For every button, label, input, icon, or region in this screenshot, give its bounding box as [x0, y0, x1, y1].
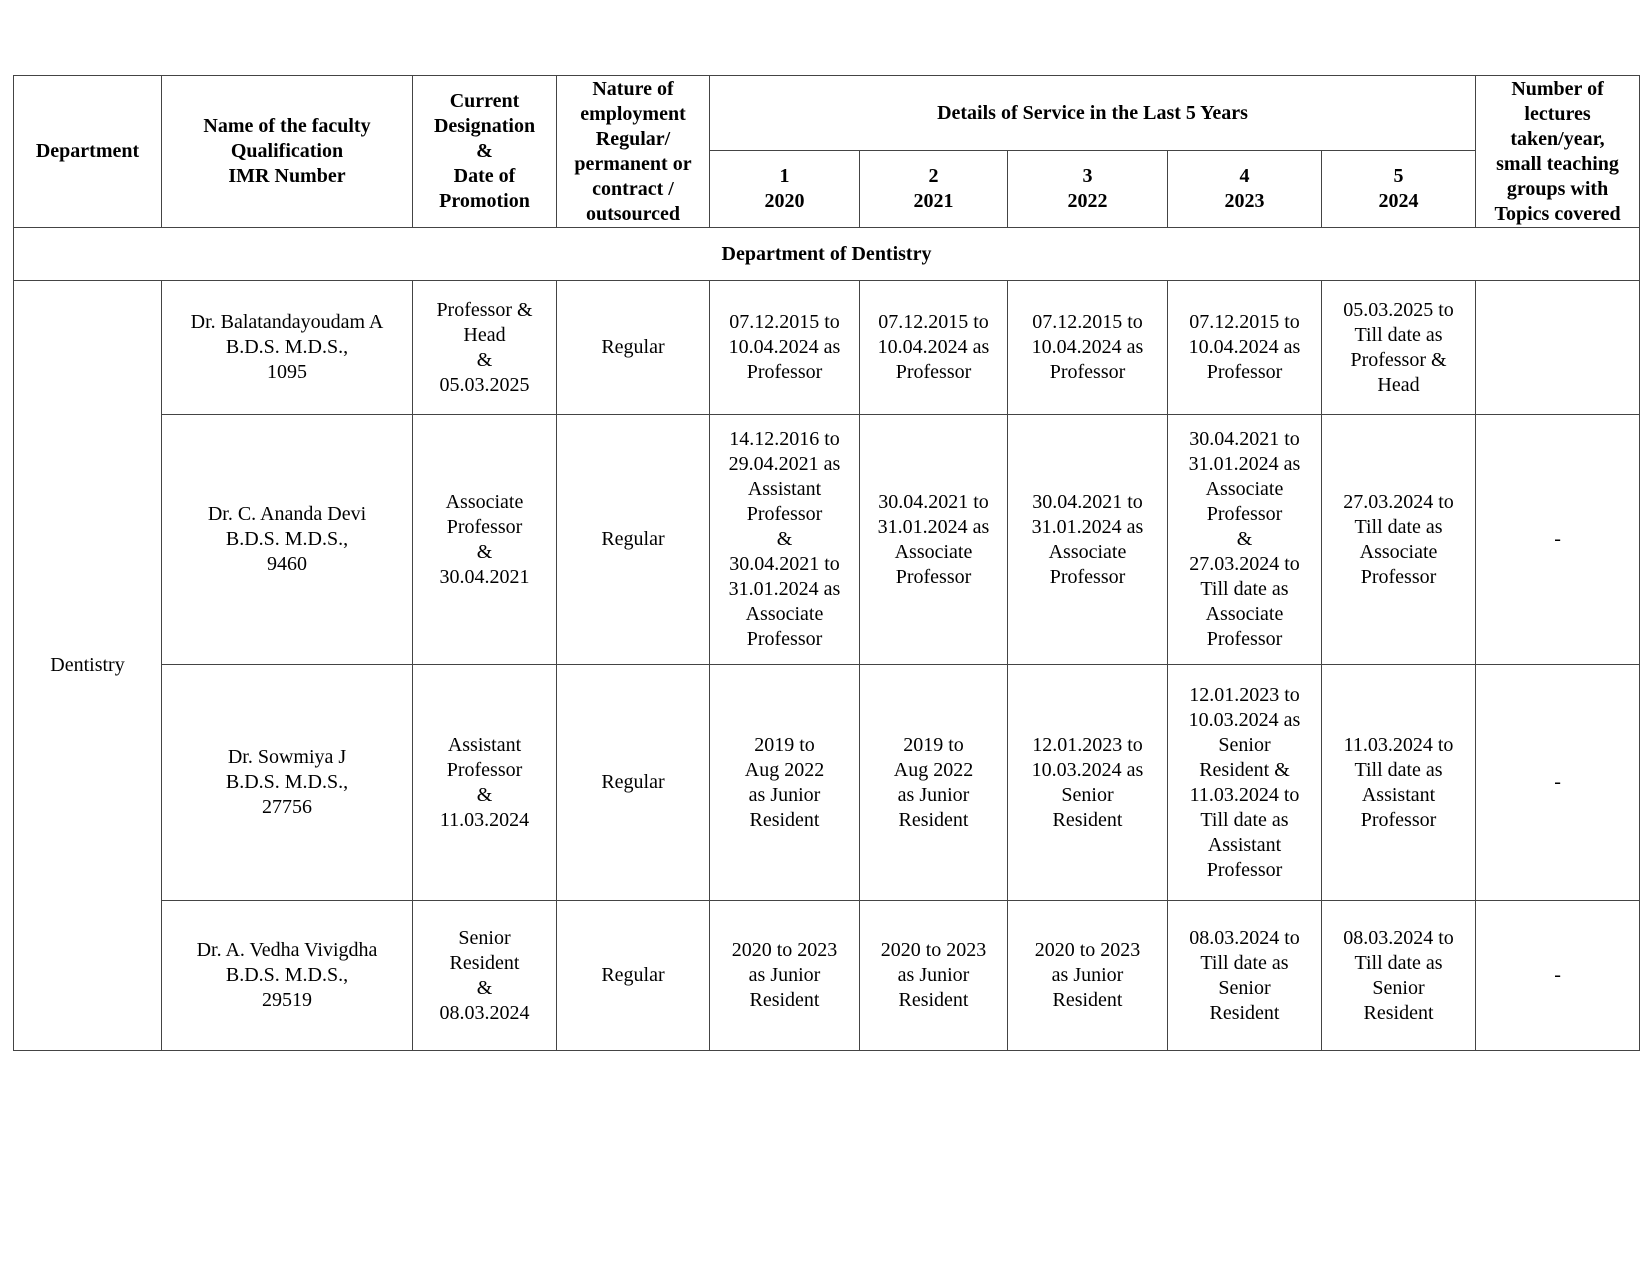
lectures-cell: - — [1476, 665, 1640, 901]
lectures-cell: - — [1476, 901, 1640, 1051]
designation-cell: Assistant Professor & 11.03.2024 — [413, 665, 557, 901]
service-2024-cell: 27.03.2024 to Till date as Associate Professor — [1322, 415, 1476, 665]
service-2020-cell: 2019 to Aug 2022 as Junior Resident — [710, 665, 860, 901]
faculty-name: Dr. Sowmiya J B.D.S. M.D.S., 27756 — [162, 665, 413, 901]
header-service-details: Details of Service in the Last 5 Years — [710, 76, 1476, 151]
service-2020-cell: 2020 to 2023 as Junior Resident — [710, 901, 860, 1051]
service-2021-cell: 2020 to 2023 as Junior Resident — [860, 901, 1008, 1051]
service-2022-cell: 30.04.2021 to 31.01.2024 as Associate Professor — [1008, 415, 1168, 665]
service-2022-cell: 2020 to 2023 as Junior Resident — [1008, 901, 1168, 1051]
service-2023-cell: 08.03.2024 to Till date as Senior Resident — [1168, 901, 1322, 1051]
header-year-3: 3 2022 — [1008, 151, 1168, 228]
header-year-2: 2 2021 — [860, 151, 1008, 228]
designation-cell: Senior Resident & 08.03.2024 — [413, 901, 557, 1051]
header-year-5: 5 2024 — [1322, 151, 1476, 228]
faculty-name: Dr. C. Ananda Devi B.D.S. M.D.S., 9460 — [162, 415, 413, 665]
faculty-name: Dr. Balatandayoudam A B.D.S. M.D.S., 1095 — [162, 281, 413, 415]
designation-cell: Associate Professor & 30.04.2021 — [413, 415, 557, 665]
employment-nature-cell: Regular — [557, 281, 710, 415]
service-2020-cell: 07.12.2015 to 10.04.2024 as Professor — [710, 281, 860, 415]
table-row — [14, 281, 1640, 415]
header-department: Department — [14, 76, 162, 228]
designation-cell: Professor & Head & 05.03.2025 — [413, 281, 557, 415]
service-2024-cell: 05.03.2025 to Till date as Professor & Head — [1322, 281, 1476, 415]
faculty-name: Dr. A. Vedha Vivigdha B.D.S. M.D.S., 29519 — [162, 901, 413, 1051]
header-lectures: Number of lectures taken/year, small teaching groups with Topics covered — [1476, 76, 1640, 228]
service-2023-cell: 07.12.2015 to 10.04.2024 as Professor — [1168, 281, 1322, 415]
service-2023-cell: 30.04.2021 to 31.01.2024 as Associate Professor & 27.03.2024 to Till date as Associate Professor — [1168, 415, 1322, 665]
header-employment-nature: Nature of employment Regular/ permanent or contract / outsourced — [557, 76, 710, 228]
department-cell: Dentistry — [14, 281, 162, 1051]
table-row — [14, 415, 1640, 665]
header-faculty-name: Name of the faculty Qualification IMR Number — [162, 76, 413, 228]
table-row — [14, 665, 1640, 901]
service-2024-cell: 11.03.2024 to Till date as Assistant Professor — [1322, 665, 1476, 901]
service-2021-cell: 07.12.2015 to 10.04.2024 as Professor — [860, 281, 1008, 415]
service-2020-cell: 14.12.2016 to 29.04.2021 as Assistant Professor & 30.04.2021 to 31.01.2024 as Associate Professor — [710, 415, 860, 665]
service-2021-cell: 30.04.2021 to 31.01.2024 as Associate Professor — [860, 415, 1008, 665]
table-header — [14, 76, 1640, 228]
service-2022-cell: 07.12.2015 to 10.04.2024 as Professor — [1008, 281, 1168, 415]
employment-nature-cell: Regular — [557, 665, 710, 901]
lectures-cell: - — [1476, 415, 1640, 665]
section-title: Department of Dentistry — [14, 228, 1640, 281]
service-2022-cell: 12.01.2023 to 10.03.2024 as Senior Resident — [1008, 665, 1168, 901]
employment-nature-cell: Regular — [557, 415, 710, 665]
employment-nature-cell: Regular — [557, 901, 710, 1051]
service-2024-cell: 08.03.2024 to Till date as Senior Resident — [1322, 901, 1476, 1051]
header-year-1: 1 2020 — [710, 151, 860, 228]
service-2021-cell: 2019 to Aug 2022 as Junior Resident — [860, 665, 1008, 901]
header-year-4: 4 2023 — [1168, 151, 1322, 228]
lectures-cell — [1476, 281, 1640, 415]
header-designation: Current Designation & Date of Promotion — [413, 76, 557, 228]
table-row — [14, 901, 1640, 1051]
faculty-table — [13, 75, 1640, 1051]
service-2023-cell: 12.01.2023 to 10.03.2024 as Senior Resident & 11.03.2024 to Till date as Assistant Professor — [1168, 665, 1322, 901]
